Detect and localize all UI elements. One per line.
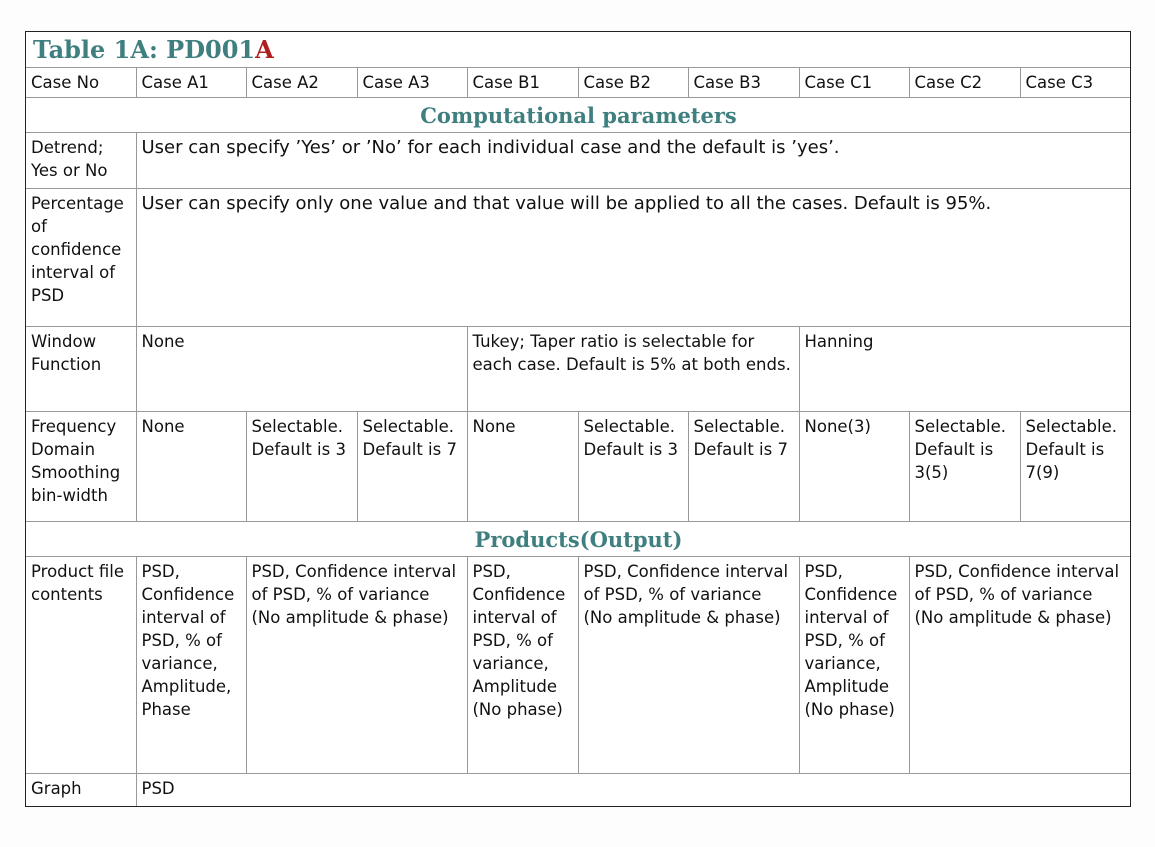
smoothing-b1: None: [467, 411, 578, 521]
smoothing-b3: Selectable. Default is 7: [688, 411, 799, 521]
header-case-c2: Case C2: [909, 68, 1020, 97]
row-smoothing: [26, 411, 1130, 521]
window-case-b: Tukey; Taper ratio is selectable for each case. Default is 5% at both ends.: [467, 326, 799, 411]
product-c1: PSD, Confidence interval of PSD, % of variance, Amplitude (No phase): [799, 556, 909, 773]
table-frame: [25, 31, 1131, 807]
smoothing-a3: Selectable. Default is 7: [357, 411, 467, 521]
header-row: [26, 68, 1130, 97]
smoothing-c3: Selectable. Default is 7(9): [1020, 411, 1130, 521]
header-case-b1: Case B1: [467, 68, 578, 97]
smoothing-c1: None(3): [799, 411, 909, 521]
header-case-a3: Case A3: [357, 68, 467, 97]
window-case-a: None: [136, 326, 467, 411]
header-case-b3: Case B3: [688, 68, 799, 97]
header-case-c1: Case C1: [799, 68, 909, 97]
product-a1: PSD, Confidence interval of PSD, % of variance, Amplitude, Phase: [136, 556, 246, 773]
product-c2-c3: PSD, Confidence interval of PSD, % of variance (No amplitude & phase): [909, 556, 1130, 773]
table-title: [26, 32, 1130, 68]
row-label-graph: Graph: [26, 773, 136, 806]
product-b2-b3: PSD, Confidence interval of PSD, % of variance (No amplitude & phase): [578, 556, 799, 773]
row-product-file: [26, 556, 1130, 773]
section-computational-parameters: Computational parameters: [26, 97, 1130, 132]
smoothing-a1: None: [136, 411, 246, 521]
detrend-label-line-1: Detrend;: [31, 137, 104, 157]
row-label-confidence: Percentage of confidence interval of PSD: [26, 188, 136, 326]
detrend-value: User can specify ’Yes’ or ’No’ for each individual case and the default is ’yes’.: [136, 132, 1130, 188]
section-products-output: Products(Output): [26, 521, 1130, 556]
row-label-detrend: [26, 132, 136, 188]
header-case-no: Case No: [26, 68, 136, 97]
smoothing-a2: Selectable. Default is 3: [246, 411, 357, 521]
header-case-c3: Case C3: [1020, 68, 1130, 97]
table-title-main: Table 1A: PD001: [33, 35, 256, 64]
row-confidence: [26, 188, 1130, 326]
header-case-a2: Case A2: [246, 68, 357, 97]
detrend-label-line-2: Yes or No: [31, 160, 108, 180]
row-window-function: [26, 326, 1130, 411]
window-case-c: Hanning: [799, 326, 1130, 411]
row-label-window: Window Function: [26, 326, 136, 411]
smoothing-b2: Selectable. Default is 3: [578, 411, 688, 521]
row-detrend: [26, 132, 1130, 188]
product-a2-a3: PSD, Confidence interval of PSD, % of variance (No amplitude & phase): [246, 556, 467, 773]
table-title-suffix: A: [255, 35, 274, 64]
row-label-product-file: Product file contents: [26, 556, 136, 773]
header-case-a1: Case A1: [136, 68, 246, 97]
header-case-b2: Case B2: [578, 68, 688, 97]
row-label-smoothing: Frequency Domain Smoothing bin-width: [26, 411, 136, 521]
smoothing-c2: Selectable. Default is 3(5): [909, 411, 1020, 521]
row-graph: [26, 773, 1130, 806]
graph-value: PSD: [136, 773, 1130, 806]
confidence-value: User can specify only one value and that value will be applied to all the cases. Default is 95%.: [136, 188, 1130, 326]
parameters-table: [26, 68, 1130, 806]
product-b1: PSD, Confidence interval of PSD, % of variance, Amplitude (No phase): [467, 556, 578, 773]
